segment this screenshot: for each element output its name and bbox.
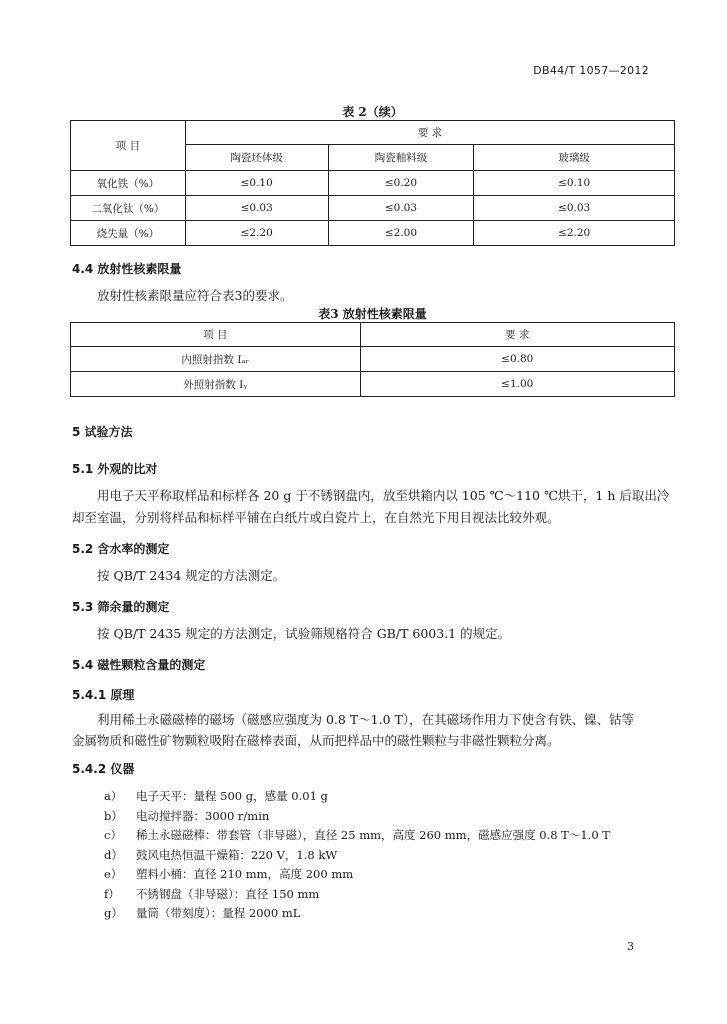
table2-col-header: 陶瓷釉料级 [328,145,474,171]
table3-req-header: 要 求 [360,323,675,347]
list-item [104,847,337,863]
table2-col-header: 玻璃级 [474,145,675,171]
table3-item-header: 项 目 [71,323,361,347]
cell: ≤0.03 [328,196,474,221]
row-label: 外照射指数 Iᵧ [71,372,361,397]
table-row [71,171,675,196]
table3 [70,322,675,397]
table2 [70,120,675,246]
list-item-label: d） [104,848,123,862]
table-row [71,221,675,246]
row-label: 内照射指数 Iₐᵣ [71,347,361,372]
row-label: 氧化铁（%） [71,171,186,196]
section-5-4-1-line2: 金属物质和磁性矿物颗粒吸附在磁棒表面，从而把样品中的磁性颗粒与非磁性颗粒分离。 [72,733,560,748]
cell: ≤2.20 [185,221,328,246]
list-item-label: a） [104,789,123,803]
section-5-4-1-heading: 5.4.1 原理 [72,688,135,702]
cell: ≤1.00 [360,372,675,397]
list-item [104,886,319,902]
list-item [104,827,610,843]
section-5-3-text: 按 QB/T 2435 规定的方法测定，试验筛规格符合 GB/T 6003.1 的规定。 [97,626,511,641]
section-5-1-line1: 用电子天平称取样品和标样各 20 g 于不锈钢盘内，放至烘箱内以 105 ℃～110 ℃烘干，1 h 后取出冷 [97,488,670,503]
section-4-4-text: 放射性核素限量应符合表3的要求。 [97,288,293,303]
list-item-text: 鼓风电热恒温干燥箱：220 V，1.8 kW [136,848,338,862]
table2-col-header: 陶瓷坯体级 [185,145,328,171]
section-4-4-heading: 4.4 放射性核素限量 [72,262,182,276]
section-5-heading: 5 试验方法 [72,425,133,439]
row-label: 烧失量（%） [71,221,186,246]
cell: ≤0.10 [474,171,675,196]
cell: ≤0.10 [185,171,328,196]
section-5-3-heading: 5.3 筛余量的测定 [72,600,170,614]
list-item-text: 电子天平：量程 500 g，感量 0.01 g [136,789,328,803]
list-item [104,866,353,882]
list-item-text: 电动搅拌器：3000 r/min [136,809,270,823]
list-item-label: b） [104,809,123,823]
list-item-text: 不锈钢盘（非导磁）：直径 150 mm [136,887,320,901]
table-row [71,372,675,397]
cell: ≤0.03 [474,196,675,221]
page-number: 3 [627,940,634,953]
list-item-label: e） [104,867,123,881]
table2-caption: 表 2（续） [342,105,403,119]
section-5-1-line2: 却至室温，分别将样品和标样平铺在白纸片或白瓷片上，在自然光下用目视法比较外观。 [72,510,560,525]
list-item-label: c） [104,828,122,842]
cell: ≤0.80 [360,347,675,372]
list-item-text: 量筒（带刻度）：量程 2000 mL [136,906,301,920]
table-row [71,347,675,372]
list-item-label: f） [104,887,120,901]
section-5-4-2-heading: 5.4.2 仪器 [72,762,135,776]
section-5-4-heading: 5.4 磁性颗粒含量的测定 [72,658,206,672]
table3-caption: 表3 放射性核素限量 [318,307,427,321]
list-item [104,788,328,804]
cell: ≤2.00 [328,221,474,246]
section-5-2-text: 按 QB/T 2434 规定的方法测定。 [97,568,286,583]
cell: ≤2.20 [474,221,675,246]
list-item [104,808,269,824]
list-item-text: 塑料小桶：直径 210 mm，高度 200 mm [136,867,354,881]
cell: ≤0.20 [328,171,474,196]
table-row [71,196,675,221]
table2-item-header: 项 目 [71,121,186,171]
doc-code: DB44/T 1057—2012 [533,64,649,77]
section-5-1-heading: 5.1 外观的比对 [72,462,158,476]
table2-req-header: 要 求 [185,121,674,145]
section-5-4-1-line1: 利用稀土永磁磁棒的磁场（磁感应强度为 0.8 T～1.0 T），在其磁场作用力下使含有铁、镍、钴等 [97,712,635,727]
row-label: 二氧化钛（%） [71,196,186,221]
section-5-2-heading: 5.2 含水率的测定 [72,542,170,556]
cell: ≤0.03 [185,196,328,221]
list-item [104,905,300,921]
list-item-label: g） [104,906,123,920]
list-item-text: 稀土永磁磁棒：带套管（非导磁），直径 25 mm，高度 260 mm，磁感应强度 0.8 T～1.0 T [136,828,610,842]
